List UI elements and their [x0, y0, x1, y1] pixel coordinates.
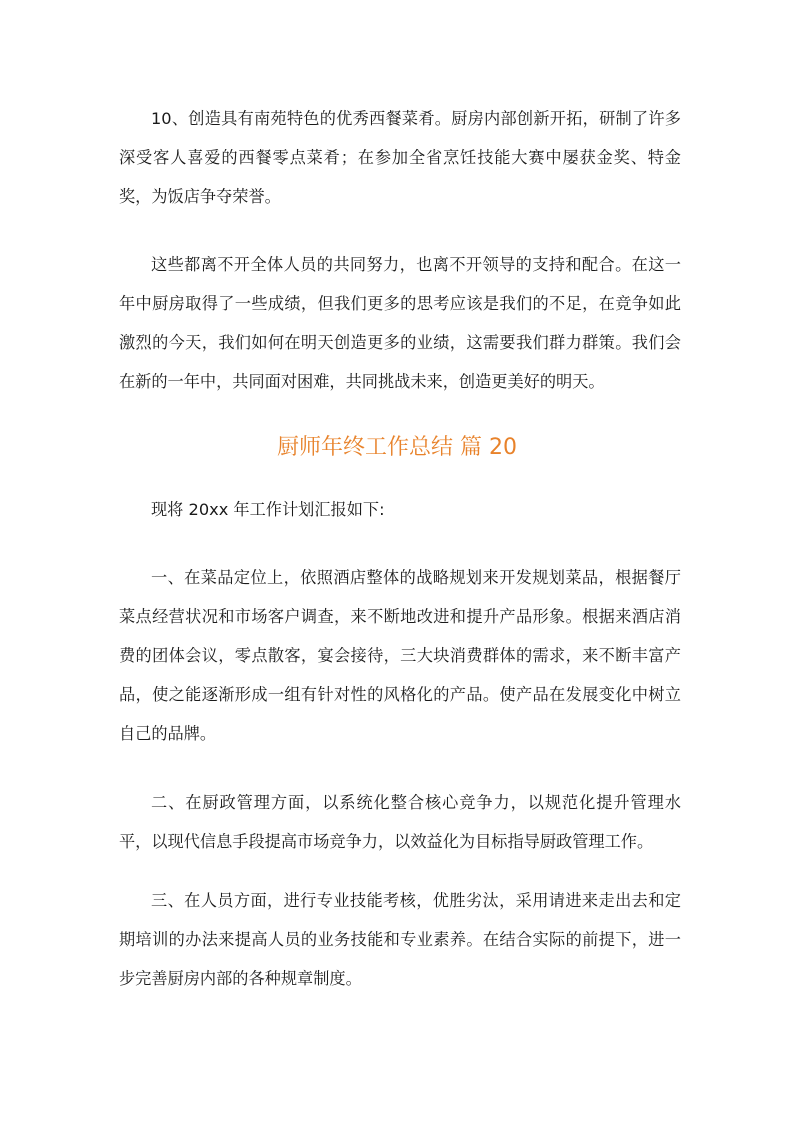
paragraph-staffing: 三、在人员方面，进行专业技能考核，优胜劣汰，采用请进来走出去和定期培训的办法来提高人员的业务技能和专业素养。在结合实际的前提下，进一步完善厨房内部的各种规章制度。: [119, 891, 681, 988]
paragraph-kitchen-management: 二、在厨政管理方面，以系统化整合核心竞争力，以规范化提升管理水平，以现代信息手段提高市场竞争力，以效益化为目标指导厨政管理工作。: [119, 793, 681, 851]
section-title: 厨师年终工作总结 篇 20: [277, 435, 517, 460]
paragraph-menu-positioning: 一、在菜品定位上，依照酒店整体的战略规划来开发规划菜品，根据餐厅菜点经营状况和市场客户调查，来不断地改进和提升产品形象。根据来酒店消费的团体会议，零点散客，宴会接待，三大块消费群体的需求，来不断丰富产品，使之能逐渐形成一组有针对性的风格化的产品。使产品在发展变化中树立自己的品牌。: [119, 568, 681, 743]
paragraph-western-cuisine: 10、创造具有南苑特色的优秀西餐菜肴。厨房内部创新开拓，研制了许多深受客人喜爱的西餐零点菜肴；在参加全省烹饪技能大赛中屡获金奖、特金奖，为饭店争夺荣誉。: [119, 109, 681, 206]
paragraph-team-effort: 这些都离不开全体人员的共同努力，也离不开领导的支持和配合。在这一年中厨房取得了一些成绩，但我们更多的思考应该是我们的不足，在竞争如此激烈的今天，我们如何在明天创造更多的业绩，这需要我们群力群策。我们会在新的一年中，共同面对困难，共同挑战未来，创造更美好的明天。: [119, 255, 681, 391]
paragraph-plan-intro: 现将 20xx 年工作计划汇报如下:: [151, 500, 385, 519]
